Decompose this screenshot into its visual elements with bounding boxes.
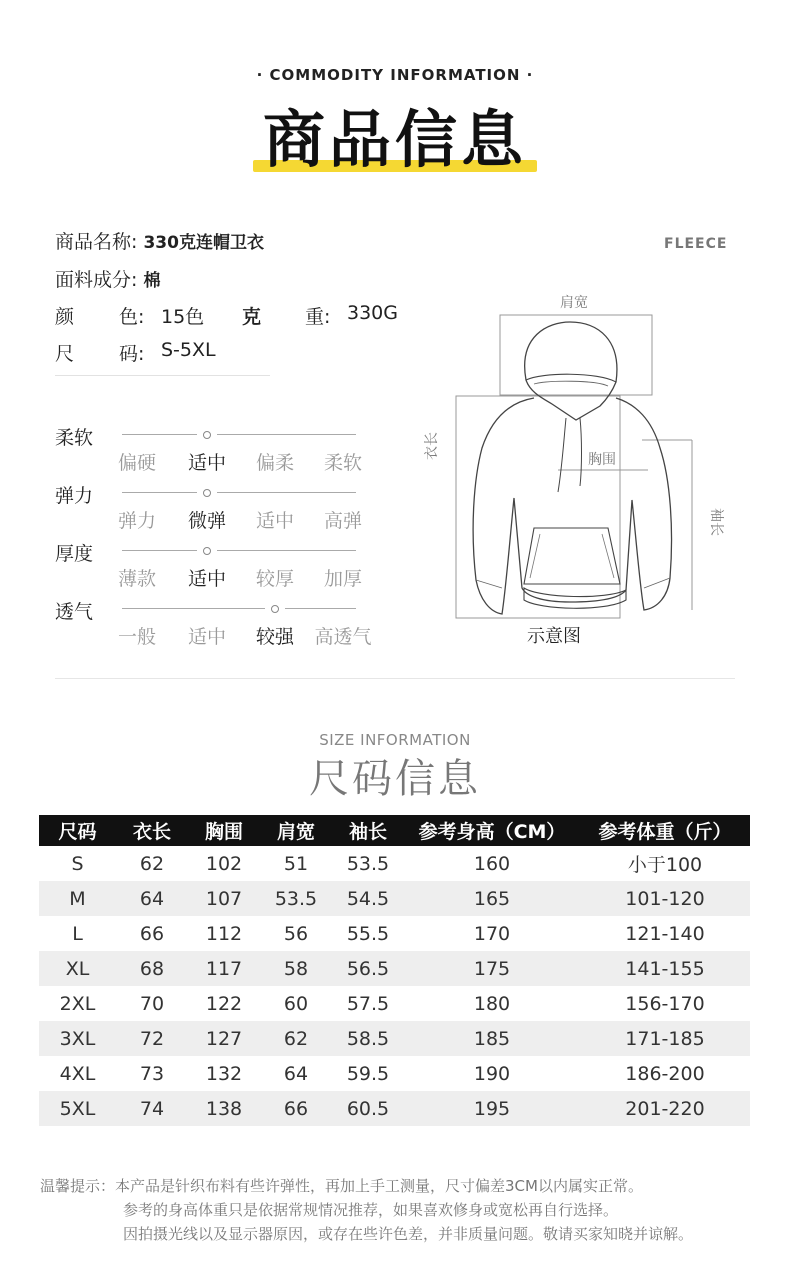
cell-chest: 102 xyxy=(205,852,243,875)
color-label-1: 颜 xyxy=(55,306,75,328)
attribute-option: 弹力 xyxy=(117,510,156,532)
cell-length: 70 xyxy=(139,992,165,1015)
cell-shoulder: 62 xyxy=(260,1021,332,1056)
cell-height: 180 xyxy=(473,992,511,1015)
commodity-info-title-text: 商品信息 xyxy=(262,103,527,176)
cell-size: 4XL xyxy=(59,1062,96,1085)
chest-label: 胸围 xyxy=(588,452,616,468)
size-table-body xyxy=(39,846,750,1126)
size-info-en-title: SIZE INFORMATION xyxy=(319,731,471,749)
cell-size: 3XL xyxy=(39,1021,116,1056)
attribute-option-selected: 较强 xyxy=(255,626,294,648)
cell-size: 5XL xyxy=(39,1091,116,1126)
attribute-option: 薄款 xyxy=(117,568,156,590)
cell-length: 62 xyxy=(139,852,165,875)
attribute-label: 柔软 xyxy=(55,427,94,449)
cell-weight: 186-200 xyxy=(625,1062,705,1085)
cell-length: 74 xyxy=(116,1091,188,1126)
scale-line xyxy=(122,550,197,551)
cell-size: XL xyxy=(39,951,116,986)
cell-chest: 132 xyxy=(205,1062,243,1085)
scale-line xyxy=(285,608,356,609)
note-line-1: 温馨提示：本产品是针织布料有些许弹性，再加上手工测量，尺寸偏差3CM以内属实正常。 xyxy=(40,1177,643,1195)
scale-line xyxy=(217,550,356,551)
cell-weight: 141-155 xyxy=(580,951,750,986)
col-header-height: 参考身高（CM） xyxy=(404,815,580,846)
cell-weight: 201-220 xyxy=(580,1091,750,1126)
color-value: 15色 xyxy=(161,306,205,328)
cell-height: 195 xyxy=(404,1091,580,1126)
attribute-label: 厚度 xyxy=(55,543,94,565)
scale-indicator-dot xyxy=(203,489,211,497)
cell-shoulder: 53.5 xyxy=(260,881,332,916)
cell-shoulder: 64 xyxy=(283,1062,309,1085)
col-header-shoulder: 肩宽 xyxy=(260,815,332,846)
commodity-info-title-wrap xyxy=(0,100,790,180)
fabric-row xyxy=(55,265,160,292)
cell-weight: 156-170 xyxy=(625,992,705,1015)
commodity-info-title xyxy=(263,100,527,180)
attribute-option: 适中 xyxy=(255,510,294,532)
cell-size: 2XL xyxy=(59,992,96,1015)
attribute-option: 一般 xyxy=(117,626,156,648)
cell-sleeve: 53.5 xyxy=(346,852,390,875)
cell-length: 64 xyxy=(116,881,188,916)
attribute-option-selected: 微弹 xyxy=(187,510,226,532)
scale-line xyxy=(217,492,356,493)
cell-height: 190 xyxy=(473,1062,511,1085)
commodity-info-en-title: · COMMODITY INFORMATION · xyxy=(256,66,534,84)
attribute-option: 加厚 xyxy=(323,568,362,590)
section-divider xyxy=(55,678,735,679)
size-range-value: S-5XL xyxy=(161,339,216,361)
attribute-option: 柔软 xyxy=(323,452,362,474)
cell-length: 68 xyxy=(116,951,188,986)
scale-line xyxy=(122,492,197,493)
cell-chest: 117 xyxy=(188,951,260,986)
table-row xyxy=(39,916,750,951)
attribute-label: 透气 xyxy=(55,601,94,623)
scale-indicator-dot xyxy=(271,605,279,613)
attribute-option: 适中 xyxy=(187,626,226,648)
attribute-option: 高弹 xyxy=(323,510,362,532)
attribute-option-selected: 适中 xyxy=(187,452,226,474)
shoulder-label: 肩宽 xyxy=(560,295,588,311)
cell-weight: 101-120 xyxy=(580,881,750,916)
cell-chest: 138 xyxy=(188,1091,260,1126)
scale-indicator-dot xyxy=(203,547,211,555)
table-row xyxy=(39,846,750,881)
cell-height: 160 xyxy=(473,852,511,875)
attribute-option: 高透气 xyxy=(314,626,372,648)
hoodie-sketch xyxy=(424,288,730,628)
cell-shoulder: 66 xyxy=(260,1091,332,1126)
cell-sleeve: 56.5 xyxy=(332,951,404,986)
cell-weight: 小于100 xyxy=(627,854,703,876)
diagram-caption: 示意图 xyxy=(527,626,581,647)
cell-size: L xyxy=(72,922,83,945)
table-row xyxy=(39,1091,750,1126)
table-row xyxy=(39,1056,750,1091)
cell-height: 175 xyxy=(404,951,580,986)
cell-sleeve: 55.5 xyxy=(346,922,390,945)
col-header-size: 尺码 xyxy=(39,815,116,846)
table-row xyxy=(39,986,750,1021)
cell-sleeve: 58.5 xyxy=(332,1021,404,1056)
cell-sleeve: 54.5 xyxy=(332,881,404,916)
scale-line xyxy=(122,608,265,609)
attribute-label: 弹力 xyxy=(55,485,94,507)
cell-sleeve: 60.5 xyxy=(332,1091,404,1126)
note-line-2: 参考的身高体重只是依据常规情况推荐，如果喜欢修身或宽松再自行选择。 xyxy=(123,1201,619,1219)
notes xyxy=(40,1174,693,1246)
attribute-option-selected: 适中 xyxy=(187,568,226,590)
product-name-value: 330克连帽卫衣 xyxy=(143,233,264,253)
cell-length: 72 xyxy=(116,1021,188,1056)
size-info-title: 尺码信息 xyxy=(309,756,481,802)
product-name-label: 商品名称: xyxy=(55,231,138,253)
cell-height: 170 xyxy=(473,922,511,945)
cell-weight: 121-140 xyxy=(625,922,705,945)
cell-height: 165 xyxy=(404,881,580,916)
cell-length: 66 xyxy=(139,922,165,945)
info-divider xyxy=(55,375,270,376)
cell-size: S xyxy=(71,852,84,875)
scale-line xyxy=(217,434,356,435)
color-label-2: 色: xyxy=(119,306,145,328)
table-row xyxy=(39,881,750,916)
size-table-header xyxy=(39,815,750,846)
col-header-length: 衣长 xyxy=(116,815,188,846)
size-table xyxy=(39,815,750,1126)
cell-chest: 122 xyxy=(205,992,243,1015)
cell-height: 185 xyxy=(404,1021,580,1056)
size-label-1: 尺 xyxy=(55,343,75,365)
attribute-option: 较厚 xyxy=(255,568,294,590)
col-header-sleeve: 袖长 xyxy=(332,815,404,846)
scale-line xyxy=(122,434,197,435)
cell-sleeve: 59.5 xyxy=(346,1062,390,1085)
table-row xyxy=(39,951,750,986)
fleece-tag: FLEECE xyxy=(664,236,728,252)
note-line-3: 因拍摄光线以及显示器原因，或存在些许色差，并非质量问题。敬请买家知晓并谅解。 xyxy=(123,1225,694,1243)
weight-value: 330G xyxy=(347,302,398,324)
cell-shoulder: 56 xyxy=(283,922,309,945)
cell-weight: 171-185 xyxy=(580,1021,750,1056)
weight-label-1: 克 xyxy=(242,306,262,328)
col-header-chest: 胸围 xyxy=(188,815,260,846)
fabric-value: 棉 xyxy=(143,271,161,291)
cell-chest: 127 xyxy=(188,1021,260,1056)
cell-length: 73 xyxy=(139,1062,165,1085)
attribute-option: 偏硬 xyxy=(117,452,156,474)
scale-indicator-dot xyxy=(203,431,211,439)
fabric-label: 面料成分: xyxy=(55,269,138,291)
table-row xyxy=(39,1021,750,1056)
cell-size: M xyxy=(39,881,116,916)
hoodie-diagram xyxy=(424,288,730,628)
cell-sleeve: 57.5 xyxy=(346,992,390,1015)
cell-chest: 112 xyxy=(205,922,243,945)
product-name-row xyxy=(55,227,264,254)
length-label: 衣长 xyxy=(424,432,440,460)
cell-shoulder: 60 xyxy=(283,992,309,1015)
cell-shoulder: 51 xyxy=(283,852,309,875)
cell-chest: 107 xyxy=(188,881,260,916)
attribute-option: 偏柔 xyxy=(255,452,294,474)
cell-shoulder: 58 xyxy=(260,951,332,986)
col-header-weight: 参考体重（斤） xyxy=(580,815,750,846)
sleeve-label: 袖长 xyxy=(708,508,724,536)
weight-label-2: 重: xyxy=(305,306,331,328)
size-label-2: 码: xyxy=(119,343,145,365)
